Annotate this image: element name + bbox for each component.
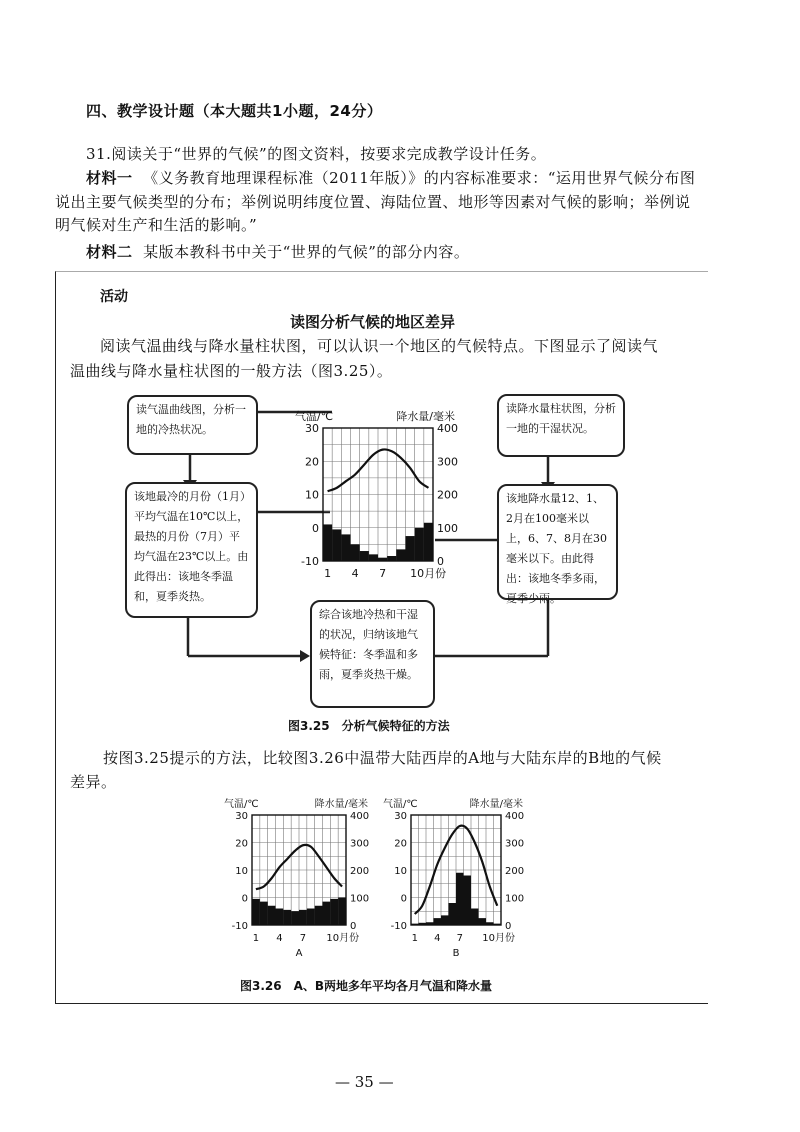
fig-3-26-A-temp-tick: -10: [231, 921, 248, 932]
fig-3-26-A-precip-bar-8: [307, 909, 315, 926]
material2-text: 某版本教科书中关于“世界的气候”的部分内容。: [143, 243, 470, 261]
fig-3-26-A-precip-bar-1: [252, 899, 260, 925]
fig-3-26-A-precip-bar-6: [291, 911, 299, 925]
fig-3-26-B-temp-tick: 10: [394, 866, 407, 877]
fig-3-25-precip-bar-9: [396, 549, 405, 561]
fig-3-26-B-precip-tick: 200: [505, 866, 525, 877]
fig-3-26-B-precip-bar-7: [456, 873, 464, 925]
fig-3-26-B-temp-tick: 30: [394, 811, 407, 822]
fig-3-26-B-precip-tick: 300: [505, 838, 525, 850]
fig-3-26-A-precip-bar-11: [330, 899, 338, 925]
activity-label: 活动: [100, 289, 128, 305]
fig-3-25-precip-tick: 0: [437, 555, 444, 568]
fig-3-26-A-precip-tick: 200: [350, 866, 370, 877]
fig-3-26-A-precip-tick: 400: [350, 811, 370, 822]
box-climate-summary: 综合该地冷热和干湿的状况，归纳该地气候特征：冬季温和多雨，夏季炎热干燥。: [310, 600, 435, 708]
fig-3-26-A-temp-tick: 0: [241, 893, 248, 905]
fig-3-26-A-precip-bar-4: [276, 909, 284, 926]
fig-3-26-B-x-tick: 10月份: [482, 933, 515, 944]
page-number: — 35 —: [335, 1073, 394, 1091]
compare-line1: 按图3.25提示的方法，比较图3.26中温带大陆西岸的A地与大陆东岸的B地的气候: [103, 749, 662, 767]
fig-3-25-temp-tick: 30: [305, 422, 319, 435]
fig-3-25-x-tick: 10月份: [410, 567, 447, 580]
fig-3-26-B-temp-tick: -10: [390, 921, 407, 932]
fig-3-26-A-chart-label: A: [295, 948, 303, 959]
fig-3-26-B-precip-tick: 0: [505, 921, 512, 932]
fig-3-26-B-x-tick: 4: [434, 933, 441, 944]
fig-3-26-A-temp-axis-label: 气温/℃: [224, 799, 259, 810]
fig-3-26-A-temp-tick: 20: [235, 838, 248, 850]
fig-3-26-B-precip-bar-9: [471, 909, 479, 926]
fig-3-25-precip-tick: 200: [437, 488, 458, 502]
fig-3-25-precip-bar-11: [415, 528, 424, 561]
fig-3-25-x-tick: 1: [324, 567, 332, 580]
fig-3-25-temp-tick: -10: [301, 555, 319, 568]
material1-label: 材料一: [86, 169, 133, 187]
fig-3-26-A-x-tick: 10月份: [326, 933, 360, 944]
fig-3-26-A-x-tick: 4: [276, 933, 283, 944]
fig-3-26-A-precip-tick: 0: [350, 921, 357, 932]
question-intro: 31.阅读关于“世界的气候”的图文资料，按要求完成教学设计任务。: [86, 145, 547, 163]
fig-3-25-precip-tick: 100: [437, 521, 458, 535]
fig-3-26-B-temp-tick: 0: [400, 893, 407, 905]
fig-3-26-B-temp-tick: 20: [394, 838, 407, 850]
fig-3-26-B-precip-bar-5: [441, 915, 449, 925]
fig-3-25-precip-bar-6: [369, 554, 378, 561]
box-temperature-analysis: 该地最冷的月份（1月）平均气温在10℃以上，最热的月份（7月）平均气温在23℃以上。由此得出：该地冬季温和，夏季炎热。: [125, 482, 258, 618]
fig-3-26-B-precip-bar-4: [434, 918, 442, 925]
material1-text1: 《义务教育地理课程标准（2011年版）》的内容标准要求：“运用世界气候分布图: [143, 169, 696, 187]
fig-3-26-A-precip-bar-9: [315, 906, 323, 925]
fig-3-26-A-precip-bar-3: [268, 906, 276, 925]
fig-3-25-precip-bar-10: [406, 536, 415, 561]
fig-3-26-B-precip-tick: 100: [505, 893, 525, 905]
fig-3-26-A-precip-tick: 100: [350, 893, 370, 905]
fig326-caption: 图3.26 A、B两地多年平均各月气温和降水量: [240, 979, 493, 993]
fig-3-26-A-temp-tick: 30: [235, 811, 248, 822]
fig-3-26-B-temp-axis-label: 气温/℃: [383, 799, 418, 810]
fig-3-26-B-precip-bar-10: [479, 918, 487, 925]
fig-3-25-temp-tick: 20: [305, 455, 319, 469]
fig-3-25-precip-bar-5: [360, 551, 369, 561]
fig-3-25-precip-bar-4: [351, 544, 360, 561]
fig-3-26-A-precip-bar-2: [260, 902, 268, 925]
fig-3-25-precip-bar-2: [332, 529, 341, 561]
fig-3-26-A-precip-bar-10: [323, 902, 331, 925]
fig-3-26-A-precip-bar-5: [283, 910, 291, 925]
box-read-temperature: 读气温曲线图，分析一地的冷热状况。: [127, 395, 258, 455]
fig-3-25-temp-tick: 0: [312, 521, 319, 535]
fig-3-26-B-precip-bar-8: [464, 876, 472, 926]
fig-3-26-B-chart-label: B: [452, 948, 460, 959]
fig-3-25-precip-tick: 300: [437, 455, 458, 469]
fig-3-26-B-precip-axis-label: 降水量/毫米: [469, 799, 523, 810]
fig-3-25-temp-tick: 10: [305, 488, 319, 502]
compare-line2: 差异。: [70, 773, 117, 791]
fig-3-26-B-x-tick: 7: [456, 933, 463, 944]
activity-para-line1: 阅读气温曲线与降水量柱状图，可以认识一个地区的气候特点。下图显示了阅读气: [100, 337, 659, 355]
fig-3-25-precip-bar-1: [323, 524, 332, 561]
fig-3-25-precip-bar-3: [341, 534, 350, 561]
fig-3-26-B-x-tick: 1: [411, 933, 418, 944]
activity-title: 读图分析气候的地区差异: [290, 313, 456, 331]
activity-para-line2: 温曲线与降水量柱状图的一般方法（图3.25）。: [70, 362, 393, 380]
fig-3-26-A-x-tick: 1: [252, 933, 260, 944]
fig-3-26-A-precip-bar-7: [299, 910, 307, 925]
fig-3-26-B-precip-bar-6: [449, 903, 457, 925]
box-precipitation-analysis: 该地降水量12、1、2月在100毫米以上，6、7、8月在30毫米以下。由此得出：该地冬季多雨，夏季少雨。: [497, 484, 618, 600]
section-heading: 四、教学设计题（本大题共1小题，24分）: [86, 102, 383, 120]
fig325-caption: 图3.25 分析气候特征的方法: [288, 719, 450, 733]
material2-label: 材料二: [86, 243, 133, 261]
fig-3-26-A-precip-bar-12: [338, 898, 346, 926]
fig-3-25-x-tick: 7: [379, 567, 387, 580]
fig-3-25-x-tick: 4: [351, 567, 359, 580]
material1-line2: 说出主要气候类型的分布；举例说明纬度位置、海陆位置、地形等因素对气候的影响；举例说: [55, 193, 691, 211]
fig-3-26-B-precip-tick: 400: [505, 811, 525, 822]
material1-line3: 明气候对生产和生活的影响。”: [55, 216, 258, 234]
fig-3-25-precip-bar-12: [424, 523, 433, 561]
fig-3-26-A-precip-tick: 300: [350, 838, 370, 850]
fig-3-25-precip-tick: 400: [437, 422, 458, 435]
fig-3-25-precip-axis-label: 降水量/毫米: [396, 410, 455, 423]
fig-3-25-temp-axis-label: 气温/℃: [295, 410, 334, 423]
fig-3-26-A-x-tick: 7: [299, 933, 307, 944]
fig-3-26-A-temp-tick: 10: [235, 866, 248, 877]
box-read-precipitation: 读降水量柱状图，分析一地的干湿状况。: [497, 394, 625, 457]
fig-3-25-precip-bar-8: [387, 556, 396, 561]
fig-3-26-A-precip-axis-label: 降水量/毫米: [314, 799, 368, 810]
